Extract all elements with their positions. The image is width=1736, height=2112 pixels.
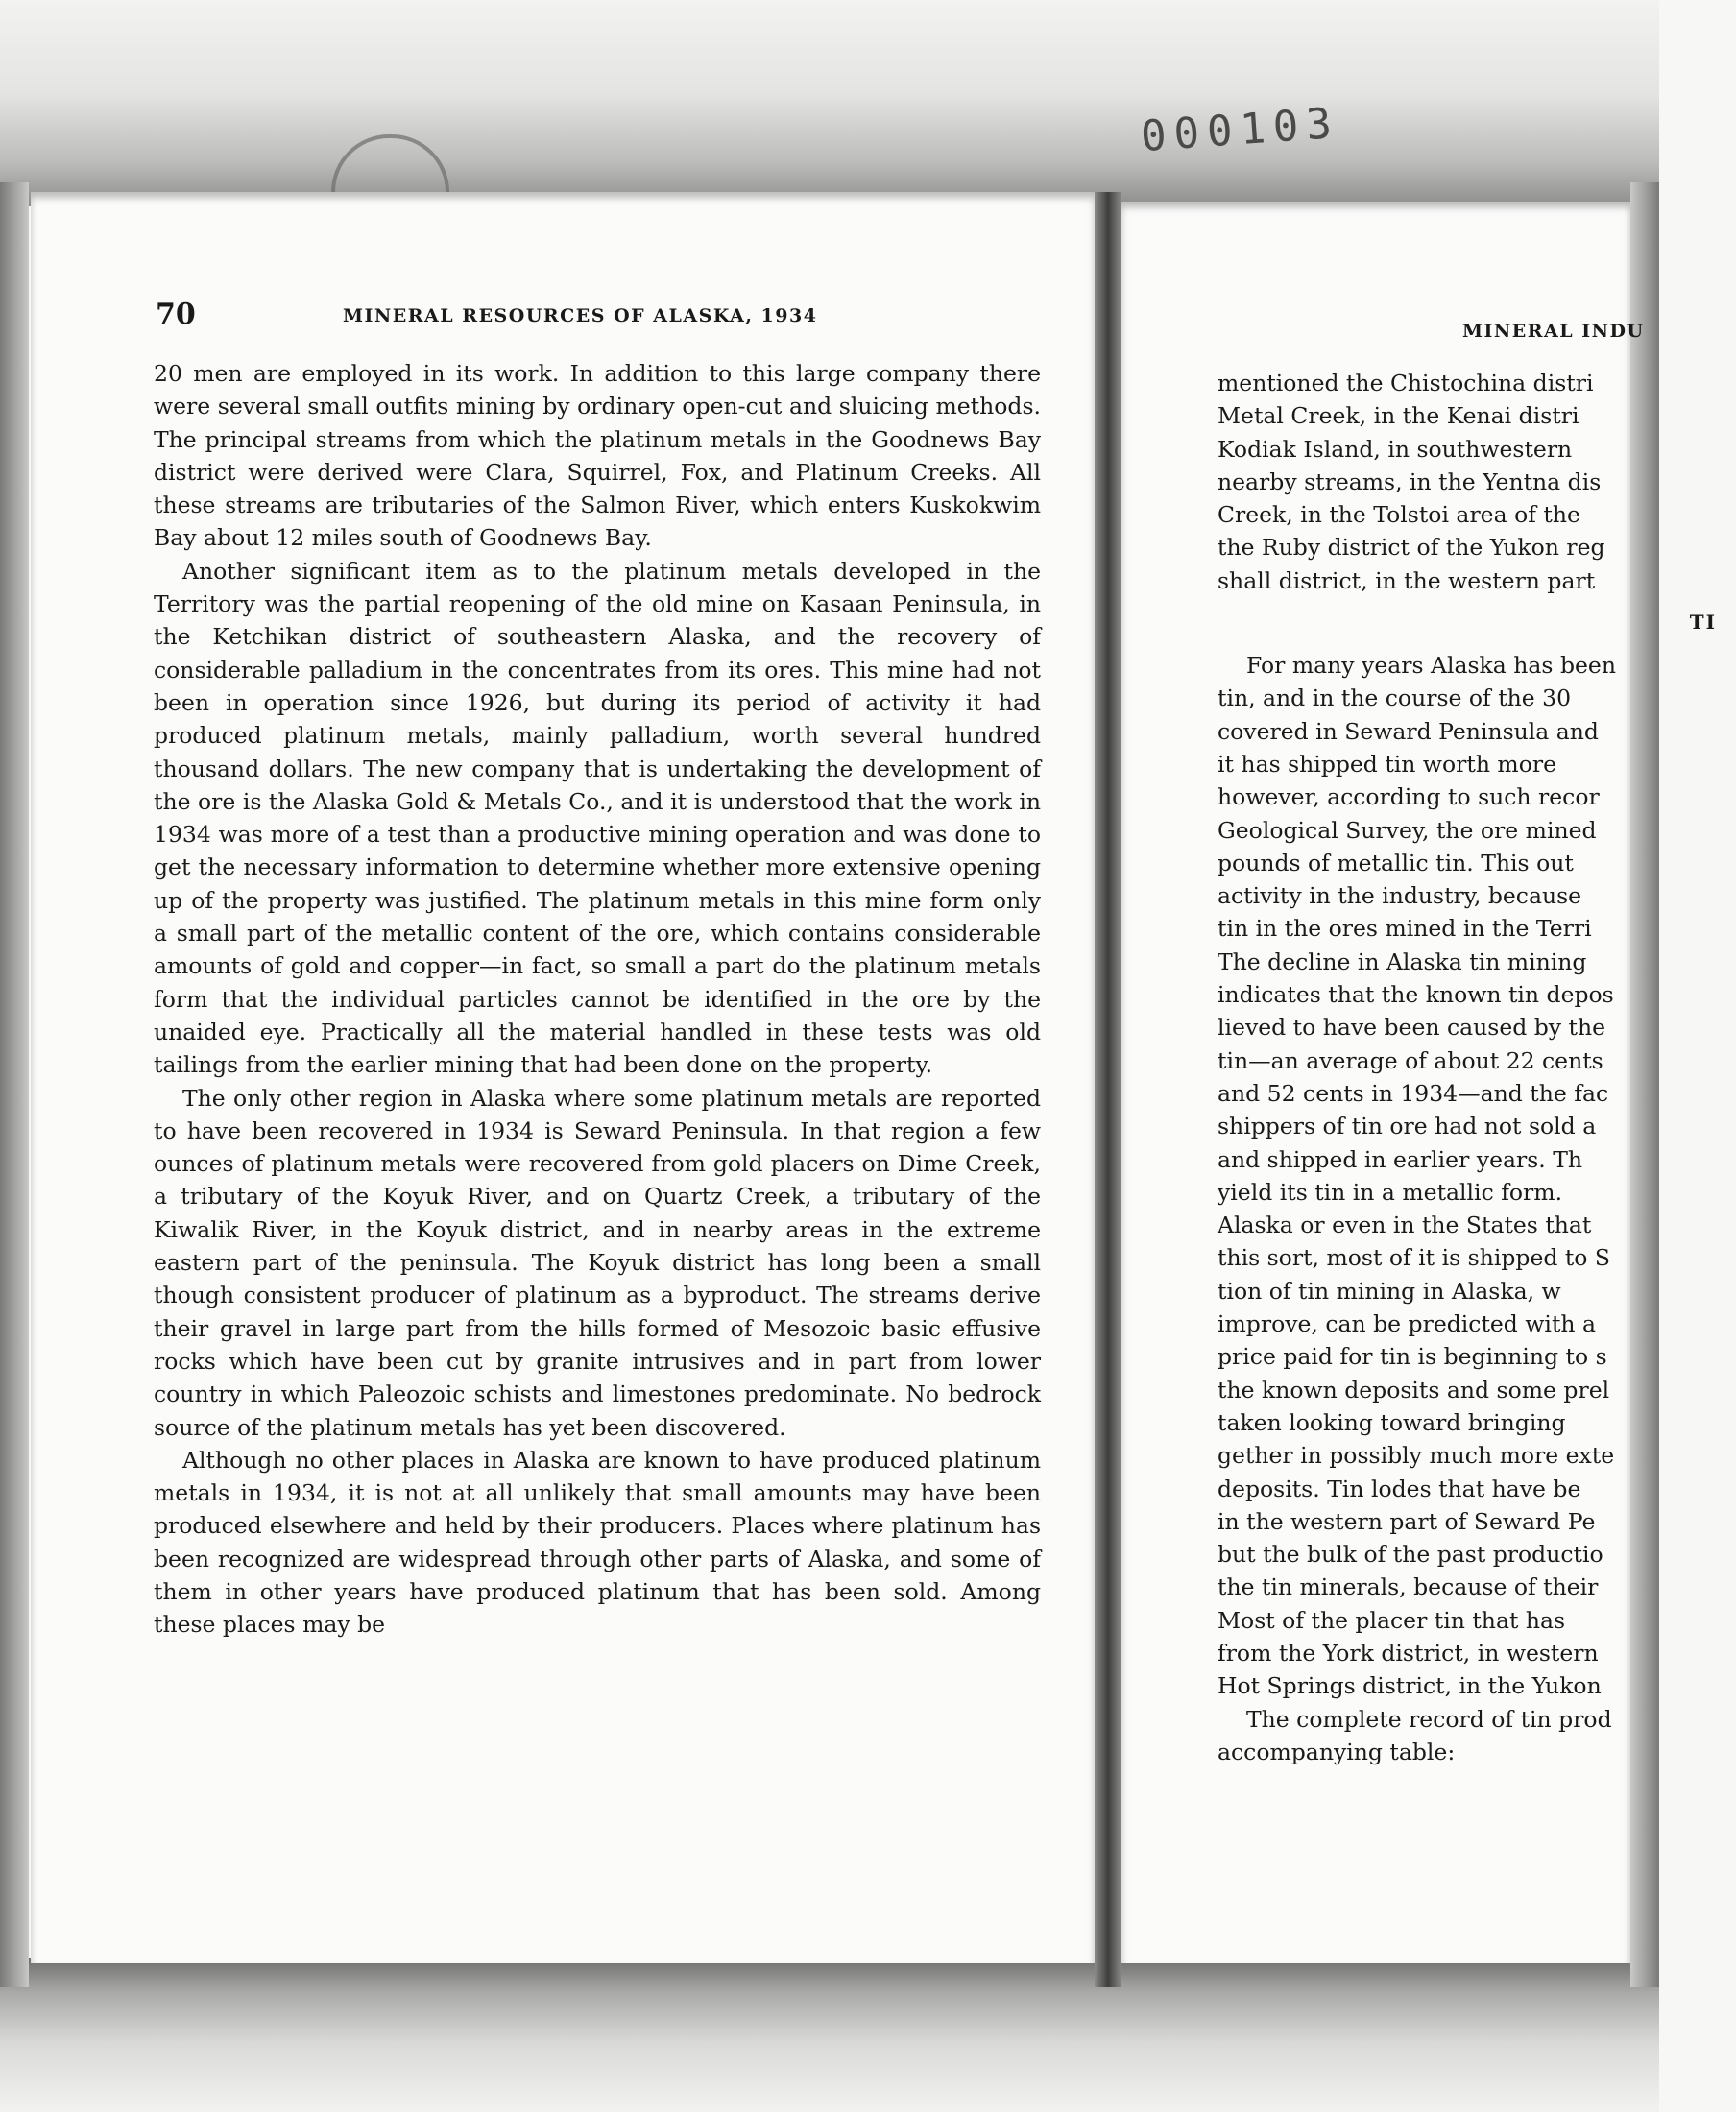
text-line: Kodiak Island, in southwestern: [1218, 435, 1573, 463]
paragraph: 20 men are employed in its work. In addition to this large company there were several small outfits mining by ordinary open-cut and sluicing methods. The principal streams from which the platinum metals in the Goodnews Bay district were derived were Clara, Squirrel, Fox, and Platinum Creeks. All these streams are tributaries of the Salmon River, which enters Kuskokwim Bay about 12 miles south of Goodnews Bay.: [154, 360, 1041, 552]
scan-left-edge: [0, 182, 29, 1987]
tin-section-lines: [1218, 649, 1736, 1703]
right-page: [1121, 202, 1717, 1963]
paragraph: The only other region in Alaska where some platinum metals are reported to have been recovered in 1934 is Seward Peninsula. In that region a few ounces of platinum metals were recovered from gold placers on Dime Creek, a tributary of the Koyuk River, and on Quartz Creek, a tributary of the Kiwalik River, in the Koyuk district, and in nearby areas in the extreme eastern part of the peninsula. The Koyuk district has long been a small though consistent producer of platinum as a byproduct. The streams derive their gravel in large part from the hills formed of Mesozoic basic effusive rocks which have been cut by granite intrusives and in part from lower country in which Paleozoic schists and limestones predominate. No bedrock source of the platinum metals has yet been discovered.: [154, 1084, 1041, 1441]
book-gutter: [1095, 192, 1121, 1987]
text-line: from the York district, in western: [1218, 1639, 1599, 1667]
text-line: the known deposits and some prel: [1218, 1376, 1610, 1404]
closing-lines: [1218, 1703, 1736, 1769]
text-line: tin—an average of about 22 cents: [1218, 1046, 1603, 1074]
running-head-left: MINERAL RESOURCES OF ALASKA, 1934: [343, 305, 818, 326]
stamp-number: 000103: [1139, 98, 1341, 162]
text-line: For many years Alaska has been: [1246, 652, 1616, 680]
text-line: lieved to have been caused by the: [1218, 1014, 1606, 1042]
text-line: Most of the placer tin that has: [1218, 1606, 1566, 1634]
text-line: gether in possibly much more exte: [1218, 1442, 1615, 1470]
text-line: improve, can be predicted with a: [1218, 1310, 1597, 1338]
section-heading: TI: [1689, 611, 1717, 635]
text-line: tin, and in the course of the 30: [1218, 684, 1572, 712]
text-line: and shipped in earlier years. Th: [1218, 1145, 1583, 1173]
text-line: pounds of metallic tin. This out: [1218, 849, 1574, 876]
paragraph: Although no other places in Alaska are known to have produced platinum metals in 1934, it is not at all unlikely that small amounts may have been produced elsewhere and held by their producers. Places where platinum has been recognized are widespread through other parts of Alaska, and some of them in other years have produced platinum that has been sold. Among these places may be: [154, 1446, 1041, 1639]
left-page: [31, 192, 1095, 1963]
text-line: The decline in Alaska tin mining: [1218, 948, 1587, 975]
text-line: the Ruby district of the Yukon reg: [1218, 534, 1605, 562]
text-line: taken looking toward bringing: [1218, 1408, 1566, 1436]
text-line: Metal Creek, in the Kenai distri: [1218, 402, 1579, 430]
text-line: Alaska or even in the States that: [1218, 1212, 1592, 1239]
text-line: covered in Seward Peninsula and: [1218, 717, 1599, 745]
text-line: this sort, most of it is shipped to S: [1218, 1244, 1611, 1272]
paragraph: Another significant item as to the platinum metals developed in the Territory was the partial reopening of the old mine on Kasaan Peninsula, in the Ketchikan district of southeastern Alaska, and the recovery of considerable palladium in the concentrates from its ores. This mine had not been in operation since 1926, but during its period of activity it had produced platinum metals, mainly palladium, worth several hundred thousand dollars. The new company that is undertaking the development of the ore is the Alaska Gold & Metals Co., and it is understood that the work in 1934 was more of a test than a productive mining operation and was done to get the necessary information to determine whether more extensive opening up of the property was justified. The platinum metals in this mine form only a small part of the metallic content of the ore, which contains considerable amounts of gold and copper—in fact, so small a part do the platinum metals form that the individual particles cannot be identified in the ore by the unaided eye. Practically all the material handled in these tests was old tailings from the earlier mining that had been done on the property.: [154, 557, 1041, 1079]
text-line: in the western part of Seward Pe: [1218, 1507, 1596, 1535]
text-line: tion of tin mining in Alaska, w: [1218, 1277, 1561, 1305]
text-line: and 52 cents in 1934—and the fac: [1218, 1079, 1609, 1107]
text-line: shippers of tin ore had not sold a: [1218, 1113, 1597, 1140]
scan-bottom-border: [0, 1958, 1659, 2112]
text-line: Hot Springs district, in the Yukon: [1218, 1672, 1602, 1700]
text-line: but the bulk of the past productio: [1218, 1541, 1603, 1569]
text-line: however, according to such recor: [1218, 783, 1600, 811]
right-intro-lines: [1218, 367, 1736, 597]
page-number: 70: [156, 298, 196, 331]
right-text-block: [1218, 367, 1736, 1768]
text-line: activity in the industry, because: [1218, 882, 1582, 910]
text-line: Geological Survey, the ore mined: [1218, 816, 1597, 844]
text-line: shall district, in the western part: [1218, 566, 1596, 594]
text-line: price paid for tin is beginning to s: [1218, 1343, 1607, 1371]
text-line: The complete record of tin prod: [1246, 1705, 1612, 1733]
text-line: it has shipped tin worth more: [1218, 750, 1557, 778]
text-line: Creek, in the Tolstoi area of the: [1218, 501, 1580, 529]
text-line: deposits. Tin lodes that have be: [1218, 1475, 1581, 1502]
text-line: nearby streams, in the Yentna dis: [1218, 468, 1602, 495]
scan-top-border: [0, 0, 1659, 206]
text-line: mentioned the Chistochina distri: [1218, 370, 1594, 396]
left-text-block: [154, 357, 1041, 1642]
text-line: indicates that the known tin depos: [1218, 981, 1614, 1009]
text-line: the tin minerals, because of their: [1218, 1573, 1599, 1601]
text-line: accompanying table:: [1218, 1738, 1456, 1765]
text-line: tin in the ores mined in the Terri: [1218, 915, 1592, 943]
running-head-right: MINERAL INDU: [1462, 321, 1645, 342]
text-line: yield its tin in a metallic form.: [1218, 1178, 1563, 1206]
